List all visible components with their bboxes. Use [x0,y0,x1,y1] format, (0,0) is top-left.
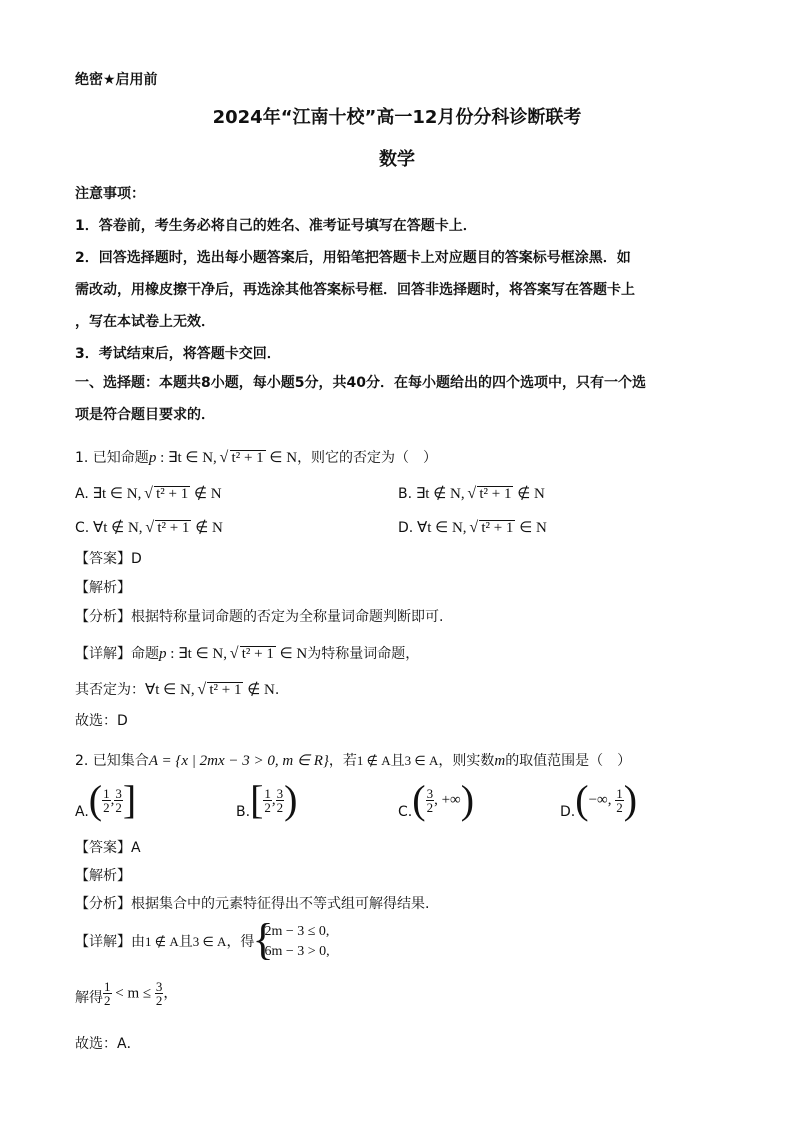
xj-cond2: 3 ∈ A [192,934,227,949]
bracket-left: ( [412,777,426,822]
bracket-left: ( [88,777,103,822]
q2-cond1: 1 ∉ A [356,753,391,768]
bracket-right: ] [122,777,137,822]
negation-radicand: t² + 1 [209,682,242,698]
q2-mid: ，若 [328,753,357,769]
frac-num: 1 [264,785,271,801]
sqrt [231,646,276,663]
option-post: ∉ N [513,486,545,502]
fraction [103,980,112,1007]
q1-suffix: ，则它的否定为（ ） [297,450,438,466]
q1-analysis-label: 【解析】 [75,580,131,596]
frac-num: 3 [115,785,122,801]
option-pre: ∀t ∈ N, [416,520,471,536]
negation-post: ∉ N [243,682,275,698]
notes-heading: 注意事项： [75,186,145,202]
q1-prop-var: p [148,450,157,466]
bracket-right: ) [623,777,638,822]
frac-den: 2 [426,799,434,815]
q1-prop-tail: ∈ N [275,646,308,662]
negation-prefix: 其否定为： [75,682,145,698]
system-line: 2m − 3 ≤ 0, [264,924,330,939]
fraction [114,787,123,814]
q2-suffix: 的取值范围是（ ） [505,753,632,769]
q1-option-a [75,484,222,503]
q2-var: m [494,753,506,769]
bracket-right: ) [460,777,475,822]
negation-pre: ∀t ∈ N, [145,682,199,698]
option-radicand: t² + 1 [481,520,514,536]
frac-den: 2 [616,799,623,815]
note-item: 2．回答选择题时，选出每小题答案后，用铅笔把答题卡上对应题目的答案标号框涂黑．如 [75,250,631,266]
option-post: ∉ N [190,486,222,502]
option-pre: ∃t ∈ N, [92,486,146,502]
q2-option-b: B.[ $\frac{1}{2}$ , $\frac{3}{2}$ ) [236,777,298,822]
option-radicand: t² + 1 [156,486,189,502]
q1-option-d [398,518,547,537]
confidential-label: 绝密★启用前 [75,72,158,88]
frac-num: 3 [155,979,163,994]
section-heading-cont: 项是符合题目要求的． [75,407,215,423]
result-end: ， [163,985,178,1002]
q2-fenxi: 【分析】根据集合中的元素特征得出不等式组可解得结果. [75,896,430,912]
frac-den: 2 [276,799,284,815]
frac-num: 1 [104,979,111,994]
q2-mid: ，则实数 [438,753,495,769]
q1-answer: 【答案】D [75,551,142,567]
bracket-left: ( [575,777,589,822]
frac-den: 2 [155,993,163,1008]
q1-choose: 故选：D [75,713,128,729]
sqrt [470,520,515,537]
note-item: ，写在本试卷上无效． [75,314,215,330]
frac-num: 3 [426,785,434,801]
q2-choose: 故选：A． [75,1036,141,1052]
xj-cond1: 1 ∉ A [145,934,179,949]
option-label: D. [398,520,414,536]
q2-answer: 【答案】A [75,840,141,856]
option-radicand: t² + 1 [157,520,190,536]
bracket-left: [ [250,777,264,822]
xj-mid: 且 [178,934,193,950]
exam-title: 2024年“江南十校”高一12月份分科诊断联考 [212,107,582,128]
option-label: B. [398,486,413,502]
frac-num: 1 [103,785,110,801]
q2-mid: 且 [390,753,405,769]
system-line: 6m − 3 > 0, [264,944,330,959]
option-label: C. [398,804,413,820]
sqrt [221,450,266,467]
sqrt [146,520,191,537]
q2-prefix: 2. 已知集合 [75,753,149,769]
bracket-right: ) [284,777,298,822]
subject-title: 数学 [379,149,415,170]
q1-radicand: t² + 1 [231,450,264,466]
q1-negation [75,679,279,699]
jiede-label: 解得 [75,990,103,1006]
note-item: 需改动，用橡皮擦干净后，再选涂其他答案标号框．回答非选择题时，将答案写在答题卡上 [75,282,635,298]
sqrt [198,682,243,699]
fraction [102,787,111,814]
q1-stem [75,447,437,467]
option-label: A. [75,486,89,502]
xj-de: ，得 [226,934,255,950]
frac-num: 1 [616,785,623,801]
q1-prop-body: : ∃t ∈ N, [166,646,231,662]
q1-xiangjie [75,643,419,663]
option-inf: −∞ [588,792,608,808]
section-heading: 一、选择题：本题共8小题，每小题5分，共40分．在每小题给出的四个选项中，只有一个选 [75,375,646,391]
fraction [263,787,272,814]
sqrt [145,486,190,503]
q2-analysis-label: 【解析】 [75,868,131,884]
option-pre: ∃t ∉ N, [415,486,469,502]
option-label: A. [75,804,89,820]
frac-den: 2 [264,799,271,815]
frac-den: 2 [103,799,110,815]
note-item: 1．答卷前，考生务必将自己的姓名、准考证号填写在答题卡上． [75,218,477,234]
option-label: C. [75,520,90,536]
note-item: 3．考试结束后，将答题卡交回． [75,346,281,362]
frac-den: 2 [104,993,111,1008]
q1-radicand: t² + 1 [241,646,274,662]
xiangjie-suffix: 为特称量词命题， [307,646,420,662]
xiangjie-prefix: 【详解】命题 [75,646,159,662]
frac-num: 3 [276,785,284,801]
option-inf: +∞ [441,792,461,808]
q2-cond2: 3 ∈ A [404,753,439,768]
q1-fenxi: 【分析】根据特称量词命题的否定为全称量词命题判断即可. [75,609,444,625]
q1-option-b [398,484,545,503]
option-post: ∉ N [191,520,223,536]
option-post: ∈ N [515,520,547,536]
q2-stem [75,750,631,770]
frac-den: 2 [115,799,122,815]
q1-prop-var: p [159,646,167,662]
option-label: D. [560,804,576,820]
q2-result [75,980,177,1007]
result-mid: < m ≤ [111,985,155,1002]
fraction [276,787,285,814]
negation-end: . [274,682,280,698]
sqrt [468,486,513,503]
q1-prop-tail: ∈ N [265,450,298,466]
option-label: B. [236,804,251,820]
q2-option-a: A.( $\frac{1}{2}$ , $\frac{3}{2}$ ] [75,777,137,822]
q2-option-d: D.(−∞, $\frac{1}{2}$ ) [560,777,638,822]
xiangjie-prefix: 【详解】由 [75,934,145,950]
option-pre: ∀t ∉ N, [92,520,147,536]
fraction [426,787,435,814]
inequality-system: { 2m − 3 ≤ 0, 6m − 3 > 0, [252,915,330,964]
q2-set: A = {x | 2mx − 3 > 0, m ∈ R} [148,753,329,769]
fraction [615,787,624,814]
q2-option-c: C.( $\frac{3}{2}$ , +∞) [398,777,475,822]
q2-xiangjie [75,915,330,964]
option-radicand: t² + 1 [479,486,512,502]
q1-option-c [75,518,223,537]
q1-prop-body: : ∃t ∈ N, [156,450,221,466]
q1-prefix: 1. 已知命题 [75,450,149,466]
